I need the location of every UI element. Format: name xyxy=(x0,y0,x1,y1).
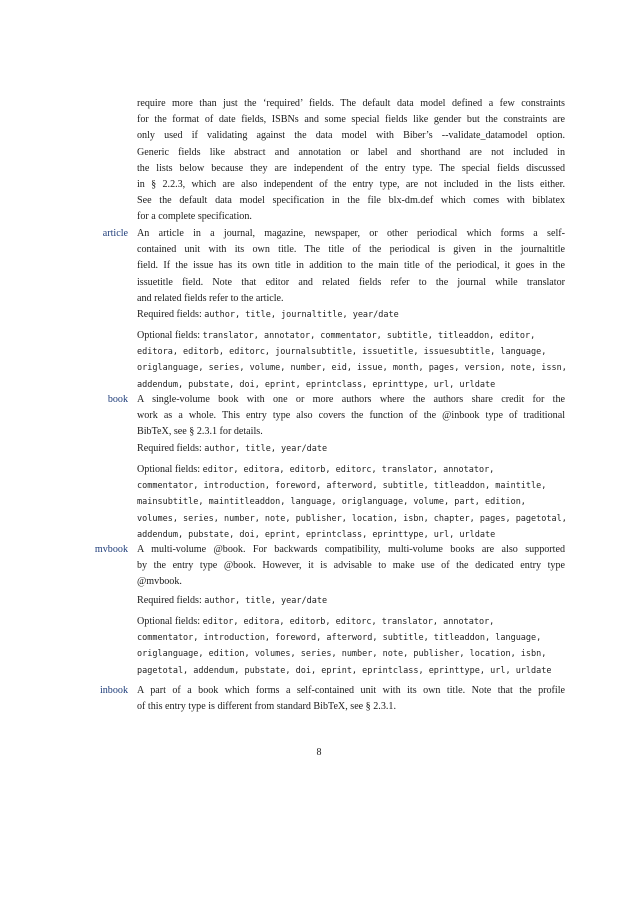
intro-line: Generic fields like abstract and annotation or label and shorthand are not included in xyxy=(137,146,565,158)
mvbook-description xyxy=(137,542,565,591)
inbook-desc-line: of this entry type is different from standard BibTeX, see § 2.3.1. xyxy=(137,701,396,713)
intro-line: only used if validating against the data model with Biber’s --validate_datamodel option. xyxy=(137,130,565,142)
book-desc-line: A single-volume book with one or more authors where the authors share credit for the xyxy=(137,394,565,405)
mvbook-desc-line: by the entry type @book. However, it is advisable to make use of the dedicated entry type xyxy=(137,560,565,572)
book-required-fields xyxy=(137,441,565,457)
optional-line: editora, editorb, editorc, journalsubtitle, issuetitle, issuesubtitle, language, xyxy=(137,347,547,358)
article-desc-line: contained unit with its own title. The title of the periodical is given in the journaltitle xyxy=(137,244,565,256)
required-list: author, title, year/date xyxy=(204,444,328,454)
optional-label: Optional fields: xyxy=(137,464,201,475)
intro-paragraph xyxy=(137,96,565,226)
required-list: author, title, journaltitle, year/date xyxy=(204,310,399,320)
optional-line: mainsubtitle, maintitleaddon, language, origlanguage, volume, part, edition, xyxy=(137,497,526,508)
mvbook-desc-line: A multi-volume @book. For backwards compatibility, multi-volume books are also supported xyxy=(137,544,565,555)
optional-line: translator, annotator, commentator, subtitle, titleaddon, editor, xyxy=(202,331,536,341)
intro-line: require more than just the ‘required’ fields. The default data model defined a few constraints xyxy=(137,98,565,109)
book-desc-line: work as a whole. This entry type also covers the function of the @inbook type of traditional xyxy=(137,410,565,422)
intro-line: for a complete specification. xyxy=(137,211,252,223)
article-required-fields xyxy=(137,307,565,323)
optional-line: volumes, series, number, note, publisher, location, isbn, chapter, pages, pagetotal, xyxy=(137,513,567,524)
intro-line: for the format of date fields, ISBNs and some special fields like gender but the constraints are xyxy=(137,114,565,126)
mvbook-required-fields xyxy=(137,593,565,609)
inbook-desc-line: A part of a book which forms a self-contained unit with its own title. Note that the profile xyxy=(137,685,565,696)
mvbook-optional-fields xyxy=(137,614,565,679)
required-list: author, title, year/date xyxy=(204,596,328,606)
entry-label-article: article xyxy=(102,228,128,239)
mvbook-desc-line: @mvbook. xyxy=(137,576,182,588)
inbook-description xyxy=(137,683,565,715)
intro-line: See the default data model specification in the file blx-dm.def which comes with biblatex xyxy=(137,195,565,207)
optional-line: editor, editora, editorb, editorc, translator, annotator, xyxy=(202,617,495,627)
book-desc-line: BibTeX, see § 2.3.1 for details. xyxy=(137,426,263,438)
book-optional-fields xyxy=(137,462,565,543)
optional-line: addendum, pubstate, doi, eprint, eprintclass, eprinttype, url, urldate xyxy=(137,379,496,390)
optional-line: addendum, pubstate, doi, eprint, eprintclass, eprinttype, url, urldate xyxy=(137,529,496,540)
article-desc-line: issuetitle field. Note that editor and related fields refer to the journal while translator xyxy=(137,276,565,288)
entry-label-mvbook: mvbook xyxy=(94,544,128,555)
article-desc-line: field. If the issue has its own title in addition to the main title of the periodical, it goes in the xyxy=(137,260,565,272)
required-label: Required fields: xyxy=(137,595,202,606)
optional-line: origlanguage, series, volume, number, eid, issue, month, pages, version, note, issn, xyxy=(137,363,567,374)
required-label: Required fields: xyxy=(137,309,202,320)
article-desc-line: and related fields refer to the article. xyxy=(137,292,284,304)
article-description xyxy=(137,226,565,307)
optional-line: pagetotal, addendum, pubstate, doi, eprint, eprintclass, eprinttype, url, urldate xyxy=(137,665,552,676)
optional-line: origlanguage, edition, volumes, series, number, note, publisher, location, isbn, xyxy=(137,649,547,660)
optional-line: commentator, introduction, foreword, afterword, subtitle, titleaddon, language, xyxy=(137,633,542,644)
optional-line: editor, editora, editorb, editorc, translator, annotator, xyxy=(202,465,495,475)
page-number: 8 xyxy=(316,747,322,758)
article-optional-fields xyxy=(137,328,565,393)
intro-line: in § 2.2.3, which are also independent of the entry type, are not included in the lists either. xyxy=(137,179,565,191)
optional-line: commentator, introduction, foreword, afterword, subtitle, titleaddon, maintitle, xyxy=(137,481,547,492)
book-description xyxy=(137,392,565,441)
intro-line: the lists below because they are independent of the entry type. The special fields discussed xyxy=(137,162,565,174)
entry-label-book: book xyxy=(107,394,128,405)
article-desc-line: An article in a journal, magazine, newspaper, or other periodical which forms a self- xyxy=(137,228,565,239)
required-label: Required fields: xyxy=(137,443,202,454)
entry-label-inbook: inbook xyxy=(99,685,128,696)
optional-label: Optional fields: xyxy=(137,616,201,627)
optional-label: Optional fields: xyxy=(137,330,201,341)
